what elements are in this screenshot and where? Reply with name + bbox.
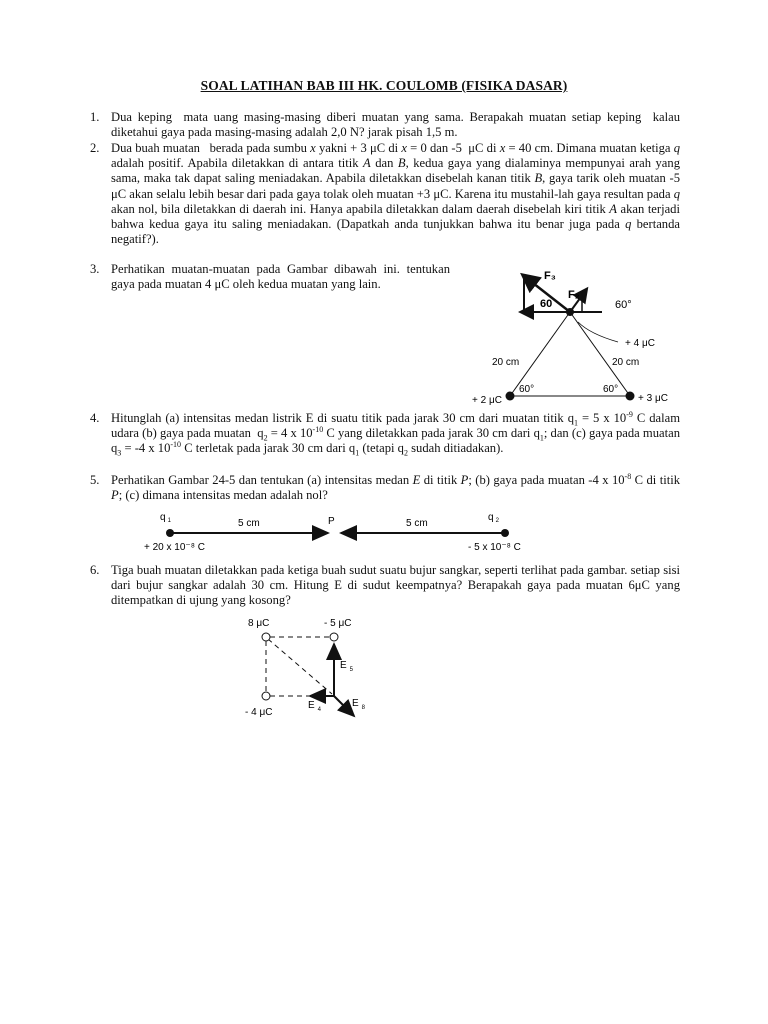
angle-right-label: 60° (615, 299, 632, 311)
charge-top-dot (566, 308, 574, 316)
charge-top-left-label: 8 μC (248, 618, 270, 629)
q1-value-label: + 20 x 10⁻⁸ C (144, 542, 205, 553)
question-6 (90, 563, 680, 609)
q1-label: q $_1$ (160, 512, 171, 524)
charge-left-label: + 2 μC (472, 395, 502, 406)
point-p-label: P (328, 516, 335, 527)
page-title: SOAL LATIHAN BAB III HK. COULOMB (FISIKA DASAR) (200, 78, 568, 93)
charge-top-right (330, 633, 338, 641)
square-diagonal (268, 639, 332, 694)
e8-label: E $_8$ (352, 698, 366, 711)
triangle-charge-diagram (460, 262, 690, 412)
charge-top-label: + 4 μC (625, 338, 655, 349)
angle-bottom-right-label: 60° (603, 384, 619, 395)
question-text: Hitunglah (a) intensitas medan listrik E di suatu titik pada jarak 30 cm dari muatan titik $q_1 = 5$ x $10^{-9}$ C dalam udara (b) gaya pada muatan $q_2 = 4$ x $10^{-10}$ C yang diletakkan pada jarak 30 cm dari $q_1$; dan (c) gaya pada muatan $q_3 = -4$ x $10^{-10}$ C terletak pada jarak 30 cm dari $q_1$ (tetapi $q_2$ sudah ditiadakan). (111, 409, 680, 458)
question-number: 3. (90, 262, 100, 276)
question-text: Dua buah muatan berada pada sumbu x yakni + 3 μC di x = 0 dan -5 μC di x = 40 cm. Dimana muatan ketiga q adalah positif. Apabila diletakkan di antara titik A dan B, kedua gaya yang dialaminya mempunyai arah yang sama, maka tak dapat saling meniadakan. Apabila diletakkan disebelah kanan titik B, gaya tarik oleh muatan -5 μC akan selalu lebih besar dari pada gaya tolak oleh muatan +3 μC. Karena itu mustahil-lah gaya resultan pada q akan nol, bila diletakkan di daerah ini. Hanya apabila diletakkan dalam daerah disebelah kiri titik A akan terjadi bahwa kedua gaya itu saling meniadakan. (Dapatkah anda tunjukkan bahwa itu benar juga pada q bertanda negatif?). (111, 141, 681, 247)
charge-left-dot (506, 392, 515, 401)
e5-label: E $_5$ (340, 660, 354, 673)
f3-label: F₃ (544, 270, 556, 282)
question-4 (90, 411, 680, 457)
question-text: Perhatikan muatan-muatan pada Gambar dibawah ini. tentukan gaya pada muatan 4 μC oleh kedua muatan yang lain. (111, 262, 450, 292)
triangle-right-side (570, 312, 630, 396)
charge-right-dot (626, 392, 635, 401)
charge-q2-dot (501, 529, 509, 537)
side-right-label: 20 cm (612, 357, 640, 368)
question-number: 1. (90, 110, 100, 124)
question-3 (90, 262, 450, 292)
charge-q1-dot (166, 529, 174, 537)
question-number: 6. (90, 563, 100, 577)
charge-bottom-left-label: - 4 μC (245, 707, 273, 718)
e4-label: E $_4$ (308, 700, 322, 713)
question-text: Tiga buah muatan diletakkan pada ketiga buah sudut suatu bujur sangkar, seperti terlihat pada gambar. setiap sisi dari bujur sangkar adalah 30 cm. Hitung E di sudut keempatnya? Berapakah gaya pada muatan 6μC yang ditempatkan di ujung yang kosong? (111, 563, 680, 608)
question-1 (90, 110, 680, 140)
q2-value-label: - 5 x 10⁻⁸ C (468, 542, 521, 553)
side-left-label: 20 cm (492, 357, 520, 368)
charge-top-right-label: - 5 μC (324, 618, 352, 629)
e8-vector (334, 696, 354, 716)
line-charge-diagram (140, 508, 540, 558)
question-5 (90, 473, 680, 503)
charge-top-left (262, 633, 270, 641)
question-text: Perhatikan Gambar 24-5 dan tentukan (a) intensitas medan E di titik P; (b) gaya pada muatan -4 x $10^{-8}$ C di titik P; (c) dimana intensitas medan adalah nol? (111, 471, 680, 503)
distance-left-label: 5 cm (238, 518, 260, 529)
angle-bottom-left-label: 60° (519, 384, 535, 395)
square-charge-diagram (238, 612, 388, 722)
angle-left-label: 60 (540, 298, 553, 310)
charge-right-label: + 3 μC (638, 393, 668, 404)
f2-label: F₂ (568, 289, 580, 301)
question-text: Dua keping mata uang masing-masing diberi muatan yang sama. Berapakah muatan setiap keping kalau diketahui gaya pada masing-masing adalah 2,0 N? jarak pisah 1,5 m. (111, 110, 680, 140)
question-number: 4. (90, 411, 100, 425)
q2-label: q $_2$ (488, 512, 499, 524)
question-2 (90, 141, 680, 247)
question-number: 5. (90, 473, 100, 487)
charge-bottom-left (262, 692, 270, 700)
distance-right-label: 5 cm (406, 518, 428, 529)
question-number: 2. (90, 141, 100, 155)
